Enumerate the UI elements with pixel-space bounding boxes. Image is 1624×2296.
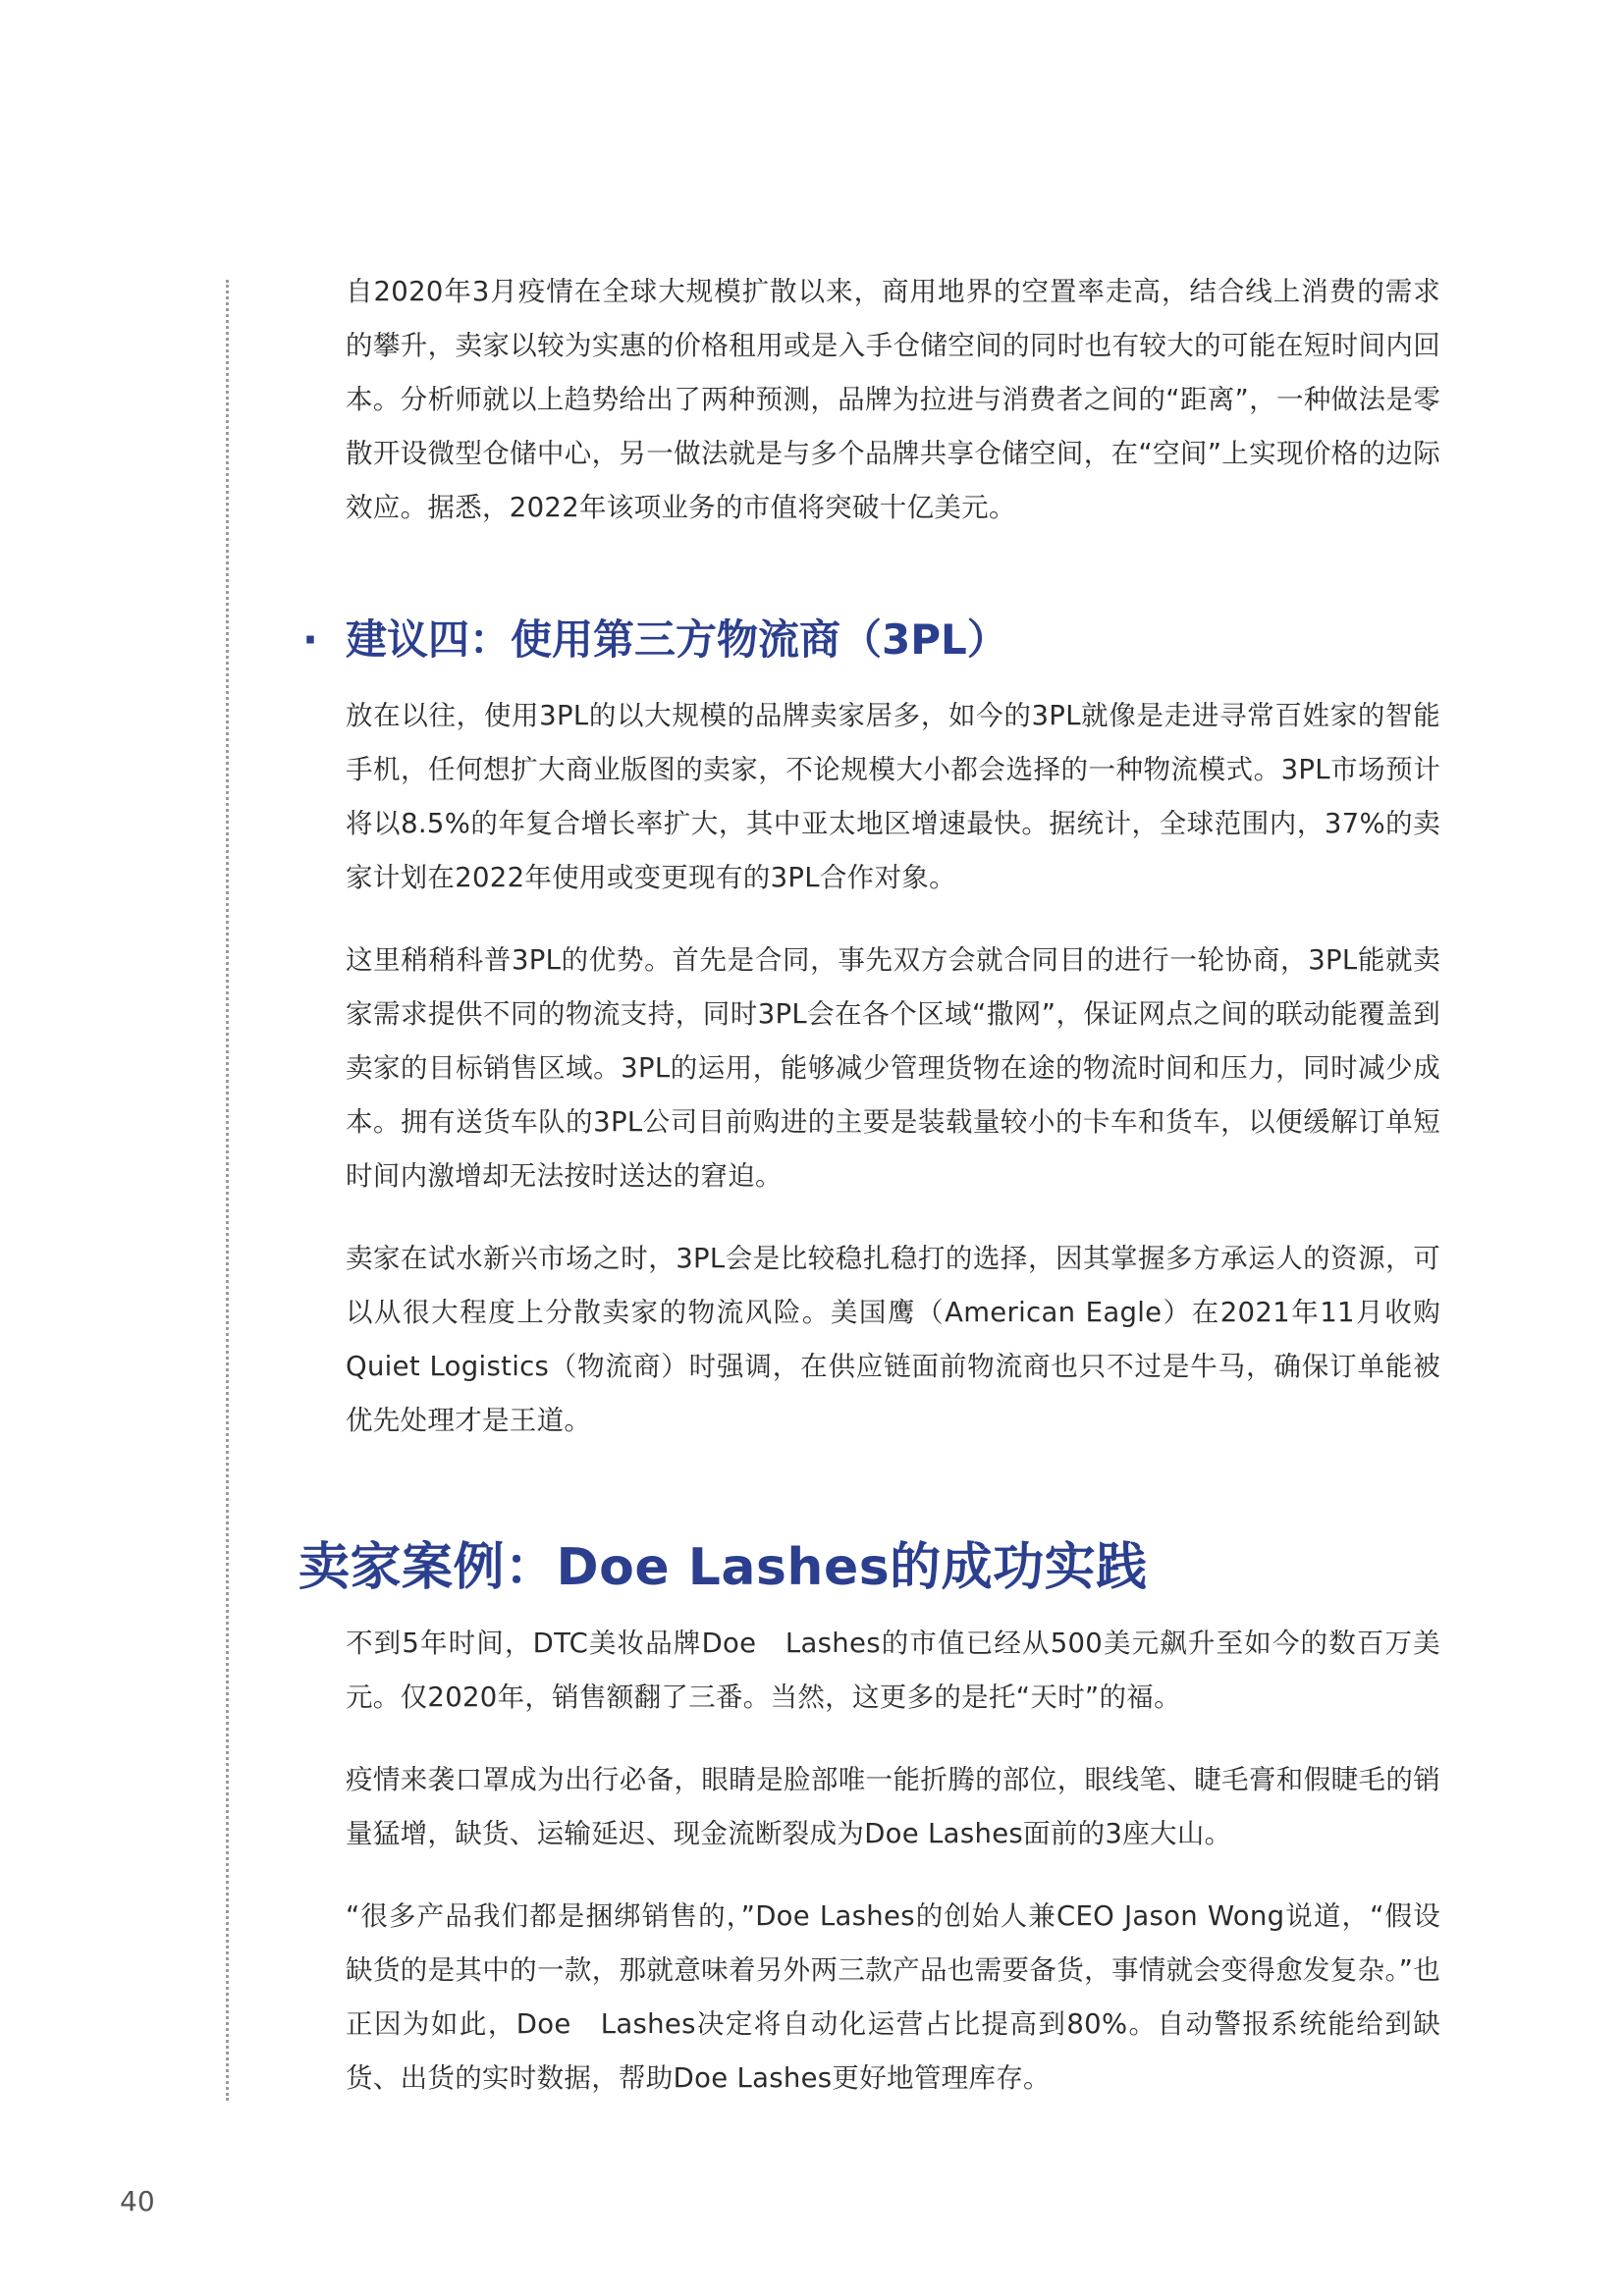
- dotted-margin-rule: [226, 280, 229, 2101]
- section-heading-text: 建议四：使用第三方物流商（3PL）: [346, 615, 1008, 664]
- article-body: [298, 265, 1440, 2106]
- intro-paragraph: 自2020年3月疫情在全球大规模扩散以来，商用地界的空置率走高，结合线上消费的需求的攀升，卖家以较为实惠的价格租用或是入手仓储空间的同时也有较大的可能在短时间内回本。分析师就以上趋势给出了两种预测，品牌为拉进与消费者之间的“距离”，一种做法是零散开设微型仓储中心，另一做法就是与多个品牌共享仓储空间，在“空间”上实现价格的边际效应。据悉，2022年该项业务的市值将突破十亿美元。: [346, 276, 1440, 523]
- bullet-dot: ·: [302, 615, 318, 664]
- case-study-heading: 卖家案例：Doe Lashes的成功实践: [298, 1538, 1148, 1597]
- paragraph: 这里稍稍科普3PL的优势。首先是合同，事先双方会就合同目的进行一轮协商，3PL能就卖家需求提供不同的物流支持，同时3PL会在各个区域“撒网”，保证网点之间的联动能覆盖到卖家的目标销售区域。3PL的运用，能够减少管理货物在途的物流时间和压力，同时减少成本。拥有送货车队的3PL公司目前购进的主要是装载量较小的卡车和货车，以便缓解订单短时间内激增却无法按时送达的窘迫。: [346, 944, 1440, 1192]
- paragraph: 放在以往，使用3PL的以大规模的品牌卖家居多，如今的3PL就像是走进寻常百姓家的智能手机，任何想扩大商业版图的卖家，不论规模大小都会选择的一种物流模式。3PL市场预计将以8.5%的年复合增长率扩大，其中亚太地区增速最快。据统计，全球范围内，37%的卖家计划在2022年使用或变更现有的3PL合作对象。: [346, 700, 1440, 893]
- paragraph: 不到5年时间，DTC美妆品牌Doe Lashes的市值已经从500美元飙升至如今的数百万美元。仅2020年，销售额翻了三番。当然，这更多的是托“天时”的福。: [346, 1628, 1440, 1713]
- paragraph: 卖家在试水新兴市场之时，3PL会是比较稳扎稳打的选择，因其掌握多方承运人的资源，可以从很大程度上分散卖家的物流风险。美国鹰（American Eagle）在2021年11月收购Quiet Logistics（物流商）时强调，在供应链面前物流商也只不过是牛马，确保订单能被优先处理才是王道。: [346, 1243, 1440, 1436]
- paragraph: 疫情来袭口罩成为出行必备，眼睛是脸部唯一能折腾的部位，眼线笔、睫毛膏和假睫毛的销量猛增，缺货、运输延迟、现金流断裂成为Doe Lashes面前的3座大山。: [346, 1764, 1440, 1849]
- paragraph: “很多产品我们都是捆绑销售的，”Doe Lashes的创始人兼CEO Jason Wong说道，“假设缺货的是其中的一款，那就意味着另外两三款产品也需要备货，事情就会变得愈发复杂。”也正因为如此，Doe Lashes决定将自动化运营占比提高到80%。自动警报系统能给到缺货、出货的实时数据，帮助Doe Lashes更好地管理库存。: [346, 1900, 1440, 2094]
- page-number: 40: [120, 2185, 155, 2217]
- section-heading-3pl: [302, 597, 1440, 683]
